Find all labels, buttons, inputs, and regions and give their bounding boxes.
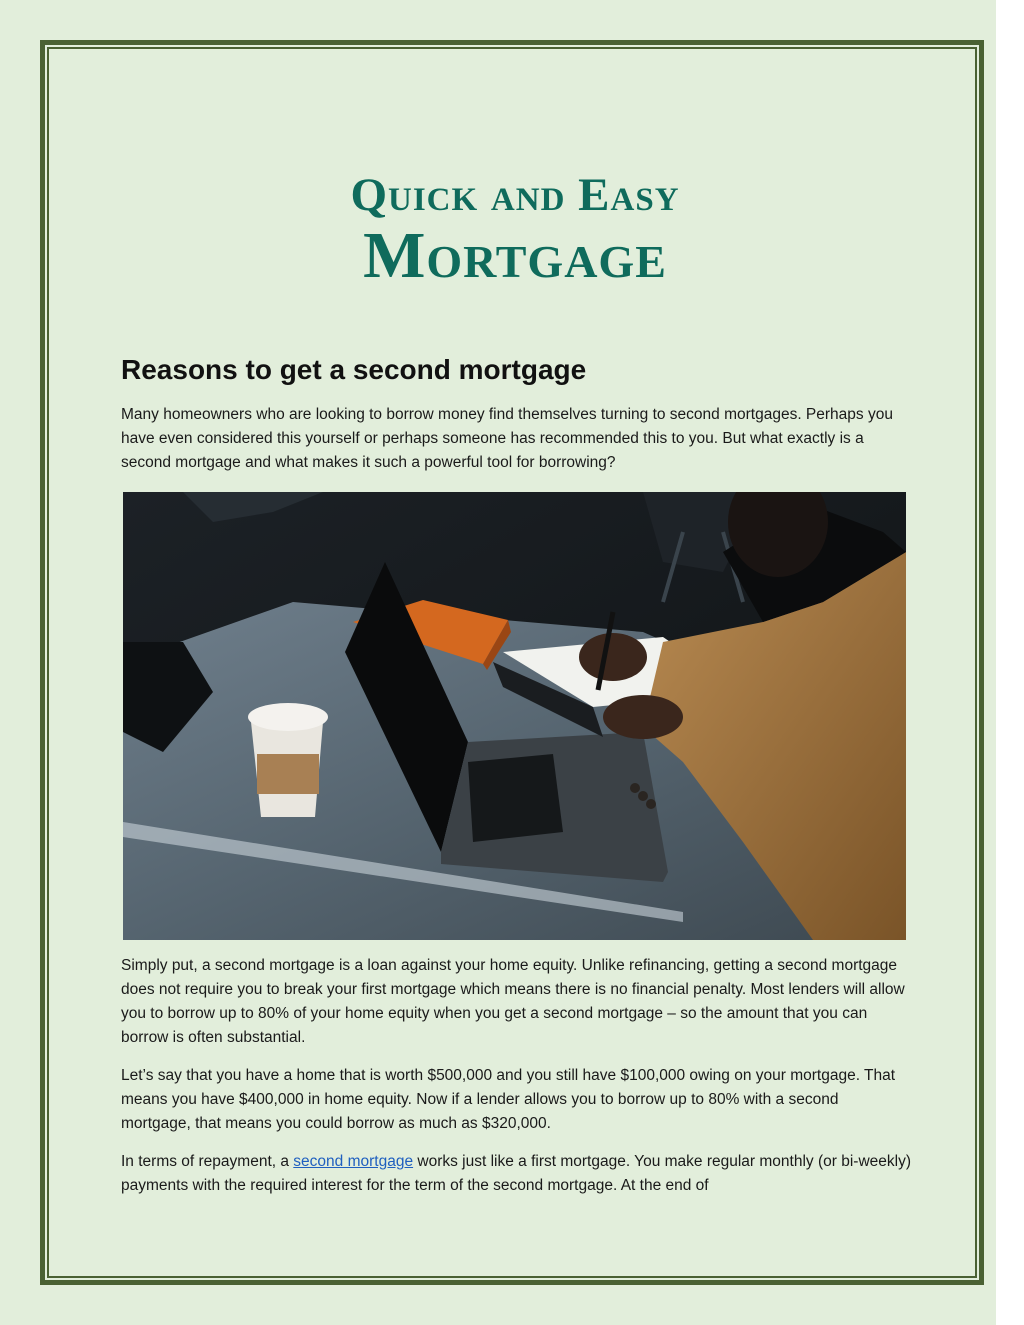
intro-paragraph: Many homeowners who are looking to borrow money find themselves turning to second mortgages. Perhaps you have even considered this yourself or perhaps someone has recommended this to you. But what exactly is a second mortgage and what makes it such a powerful tool for borrowing?	[121, 406, 893, 471]
second-mortgage-link[interactable]: second mortgage	[293, 1153, 414, 1170]
body-paragraph-2: Let’s say that you have a home that is worth $500,000 and you still have $100,000 owing on your mortgage. That means you have $400,000 in home equity. Now if a lender allows you to borrow up to 80% with a second mortgage, that means you could borrow as much as $320,000.	[121, 1067, 896, 1132]
body-paragraph-1: Simply put, a second mortgage is a loan against your home equity. Unlike refinancing, getting a second mortgage does not require you to break your first mortgage which means there is no financial penalty. Most lenders will allow you to borrow up to 80% of your home equity when you get a second mortgage – so the amount that you can borrow is often substantial.	[121, 957, 905, 1046]
company-logo	[291, 169, 739, 292]
article-body	[121, 954, 911, 1198]
paragraph-3-rest: works just like a first mortgage. You make regular monthly (or bi-weekly) payments with the required interest for the term of the second mortgage. At the end of	[121, 1153, 911, 1194]
logo-line-2: Mortgage	[363, 219, 667, 292]
body-paragraph-3	[121, 1150, 911, 1198]
article-title: Reasons to get a second mortgage	[121, 354, 587, 385]
paragraph-3-lead: In terms of repayment, a	[121, 1153, 294, 1170]
article-top	[121, 350, 911, 475]
laptop-desk-photo	[123, 492, 906, 940]
logo-line-1: Quick and Easy	[350, 169, 680, 221]
